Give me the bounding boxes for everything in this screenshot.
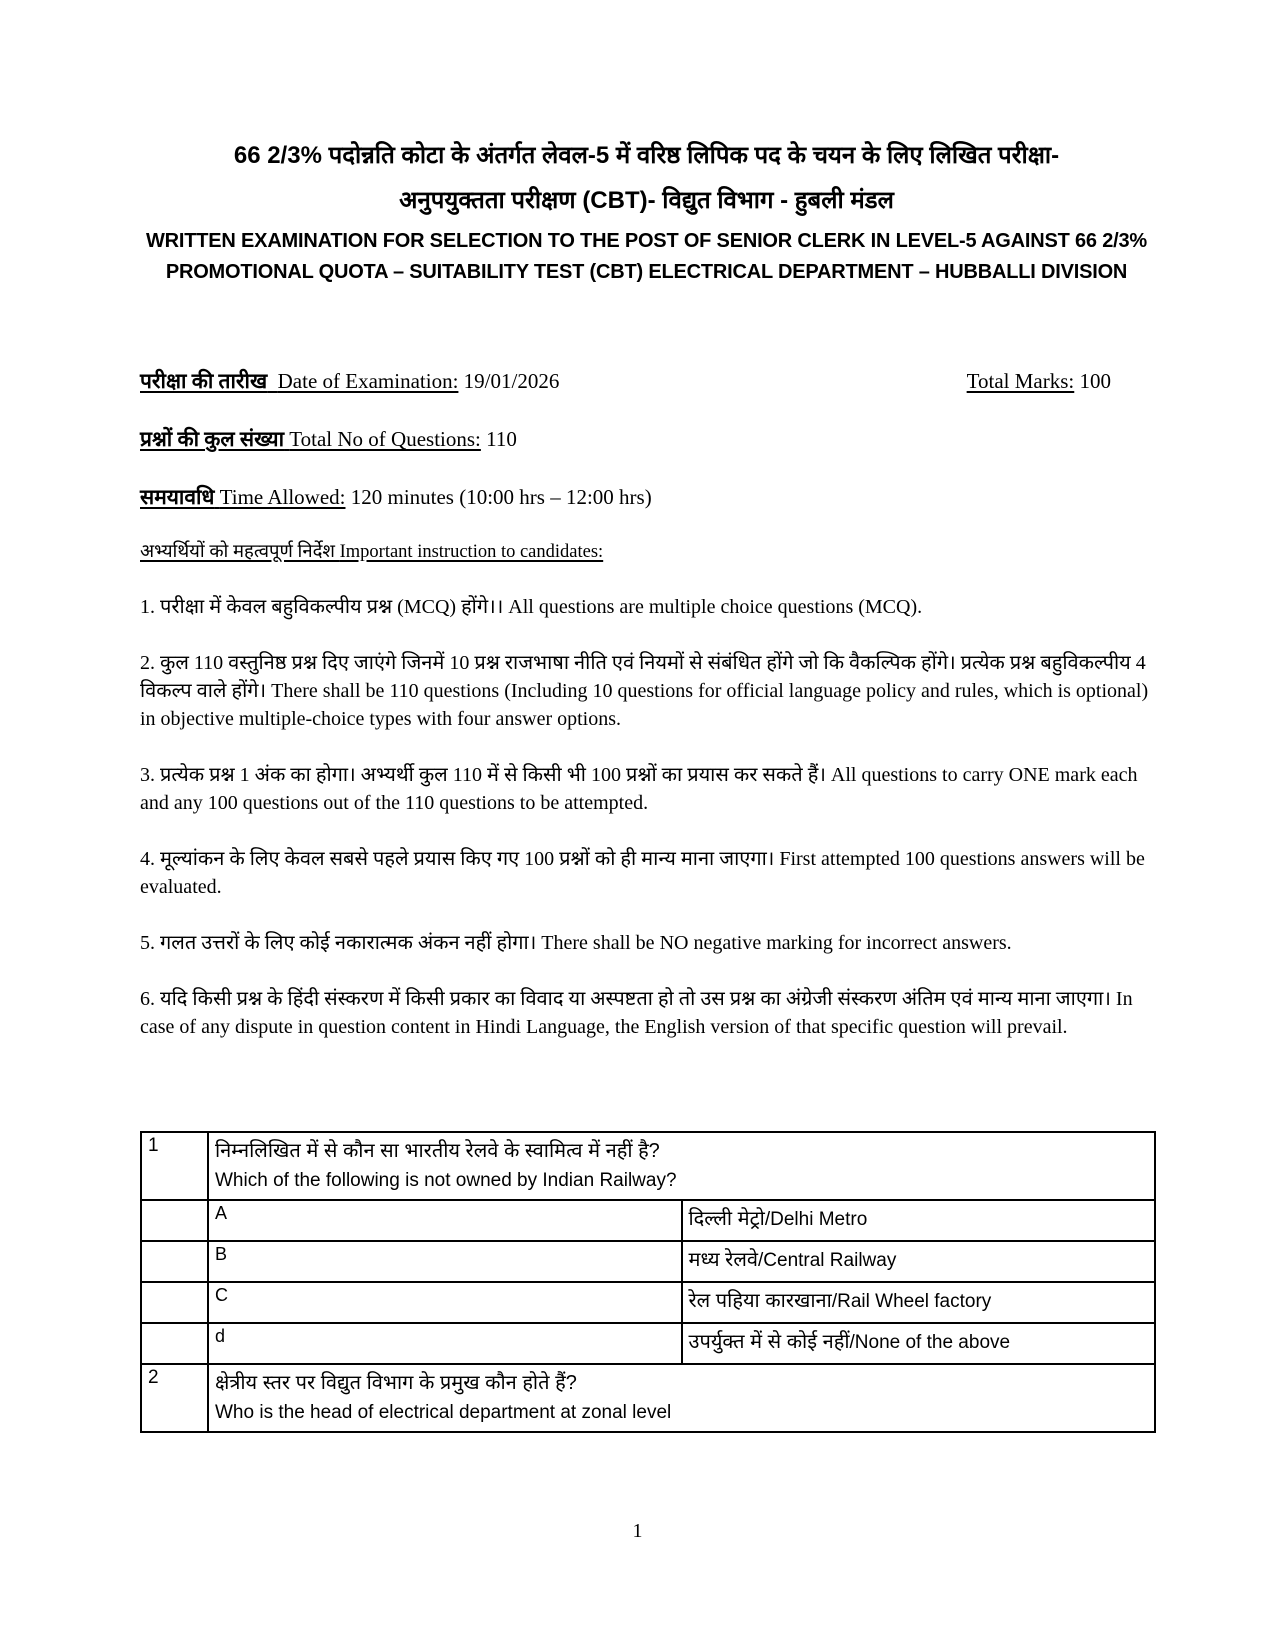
instruction-4: 4. मूल्यांकन के लिए केवल सबसे पहले प्रयास किए गए 100 प्रश्नों को ही मान्य माना जाएगा। First attempted 100 questions answers will be evaluated. bbox=[140, 848, 1145, 898]
option-letter: d bbox=[208, 1323, 682, 1364]
question-text-english: Which of the following is not owned by Indian Railway? bbox=[215, 1170, 677, 1191]
title-hindi-line1: 66 2/3% पदोन्नति कोटा के अंतर्गत लेवल-5 में वरिष्ठ लिपिक पद के चयन के लिए लिखित परीक्षा- bbox=[233, 142, 1060, 169]
exam-title bbox=[140, 140, 1153, 288]
question-text-cell bbox=[208, 1364, 1155, 1432]
time-allowed bbox=[140, 483, 1153, 511]
instruction-5: 5. गलत उत्तरों के लिए कोई नकारात्मक अंकन नहीं होगा। There shall be NO negative marking for incorrect answers. bbox=[140, 932, 1012, 954]
questions-label-hindi: प्रश्नों की कुल संख्या bbox=[140, 427, 285, 451]
date-label-hindi: परीक्षा की तारीख bbox=[140, 369, 268, 393]
question-row bbox=[141, 1364, 1155, 1432]
page-number: 1 bbox=[632, 1520, 643, 1542]
option-text: दिल्ली मेट्रो/Delhi Metro bbox=[682, 1200, 1156, 1241]
exam-meta-date-row bbox=[140, 367, 1153, 395]
option-letter: C bbox=[208, 1282, 682, 1323]
instruction-2: 2. कुल 110 वस्तुनिष्ठ प्रश्न दिए जाएंगे जिनमें 10 प्रश्न राजभाषा नीति एवं नियमों से संबंधित होंगे जो कि वैकल्पिक होंगे। प्रत्येक प्रश्न बहुविकल्पीय 4 विकल्प वाले होंगे। There shall be 110 questions (Including 10 questions for official language policy and rules, which is optional) in objective multiple-choice types with four answer options. bbox=[140, 652, 1149, 730]
option-row bbox=[141, 1323, 1155, 1364]
questions-value: 110 bbox=[486, 427, 517, 451]
question-row bbox=[141, 1132, 1155, 1200]
time-label-english: Time Allowed: bbox=[219, 485, 346, 509]
empty-cell bbox=[141, 1200, 208, 1241]
date-value: 19/01/2026 bbox=[463, 369, 560, 393]
date-label-english: Date of Examination: bbox=[277, 369, 459, 393]
title-english-line2: PROMOTIONAL QUOTA – SUITABILITY TEST (CBT) ELECTRICAL DEPARTMENT – HUBBALLI DIVISION bbox=[165, 261, 1128, 283]
instructions-heading-english: Important instruction to candidates: bbox=[339, 542, 604, 562]
questions-label-english: Total No of Questions: bbox=[289, 427, 481, 451]
instructions-heading-hindi: अभ्यर्थियों को महत्वपूर्ण निर्देश bbox=[140, 542, 335, 562]
questions-table bbox=[140, 1131, 1156, 1433]
option-letter: A bbox=[208, 1200, 682, 1241]
date-of-examination bbox=[140, 367, 559, 395]
question-text-hindi: क्षेत्रीय स्तर पर विद्युत विभाग के प्रमुख कौन होते हैं? bbox=[215, 1372, 577, 1394]
empty-cell bbox=[141, 1241, 208, 1282]
question-text-cell bbox=[208, 1132, 1155, 1200]
question-text-english: Who is the head of electrical department at zonal level bbox=[215, 1402, 672, 1423]
empty-cell bbox=[141, 1282, 208, 1323]
instruction-1: 1. परीक्षा में केवल बहुविकल्पीय प्रश्न (MCQ) होंगे।। All questions are multiple choice questions (MCQ). bbox=[140, 596, 923, 618]
question-text-hindi: निम्नलिखित में से कौन सा भारतीय रेलवे के स्वामित्व में नहीं है? bbox=[215, 1140, 660, 1162]
total-marks-value: 100 bbox=[1079, 369, 1111, 393]
instruction-6: 6. यदि किसी प्रश्न के हिंदी संस्करण में किसी प्रकार का विवाद या अस्पष्टता हो तो उस प्रश्न का अंग्रेजी संस्करण अंतिम एवं मान्य माना जाएगा। In case of any dispute in question content in Hindi Language, the English version of that specific question will prevail. bbox=[140, 988, 1133, 1038]
instructions-heading bbox=[140, 540, 1153, 565]
time-value: 120 minutes (10:00 hrs – 12:00 hrs) bbox=[350, 485, 652, 509]
total-marks bbox=[967, 367, 1111, 395]
title-english-line1: WRITTEN EXAMINATION FOR SELECTION TO THE POST OF SENIOR CLERK IN LEVEL-5 AGAINST 66 2/3% bbox=[145, 230, 1147, 252]
total-questions bbox=[140, 425, 1153, 453]
option-row bbox=[141, 1282, 1155, 1323]
question-number: 1 bbox=[141, 1132, 208, 1200]
document-page bbox=[140, 0, 1153, 1433]
question-number: 2 bbox=[141, 1364, 208, 1432]
instruction-3: 3. प्रत्येक प्रश्न 1 अंक का होगा। अभ्यर्थी कुल 110 में से किसी भी 100 प्रश्नों का प्रयास कर सकते हैं। All questions to carry ONE mark each and any 100 questions out of the 110 questions to be attempted. bbox=[140, 764, 1138, 814]
option-row bbox=[141, 1241, 1155, 1282]
option-text: उपर्युक्त में से कोई नहीं/None of the above bbox=[682, 1323, 1156, 1364]
empty-cell bbox=[141, 1323, 208, 1364]
option-row bbox=[141, 1200, 1155, 1241]
total-marks-label: Total Marks: bbox=[966, 369, 1075, 393]
time-label-hindi: समयावधि bbox=[140, 485, 215, 509]
option-letter: B bbox=[208, 1241, 682, 1282]
option-text: रेल पहिया कारखाना/Rail Wheel factory bbox=[682, 1282, 1156, 1323]
option-text: मध्य रेलवे/Central Railway bbox=[682, 1241, 1156, 1282]
title-hindi-line2: अनुपयुक्तता परीक्षण (CBT)- विद्युत विभाग - हुबली मंडल bbox=[399, 187, 894, 214]
